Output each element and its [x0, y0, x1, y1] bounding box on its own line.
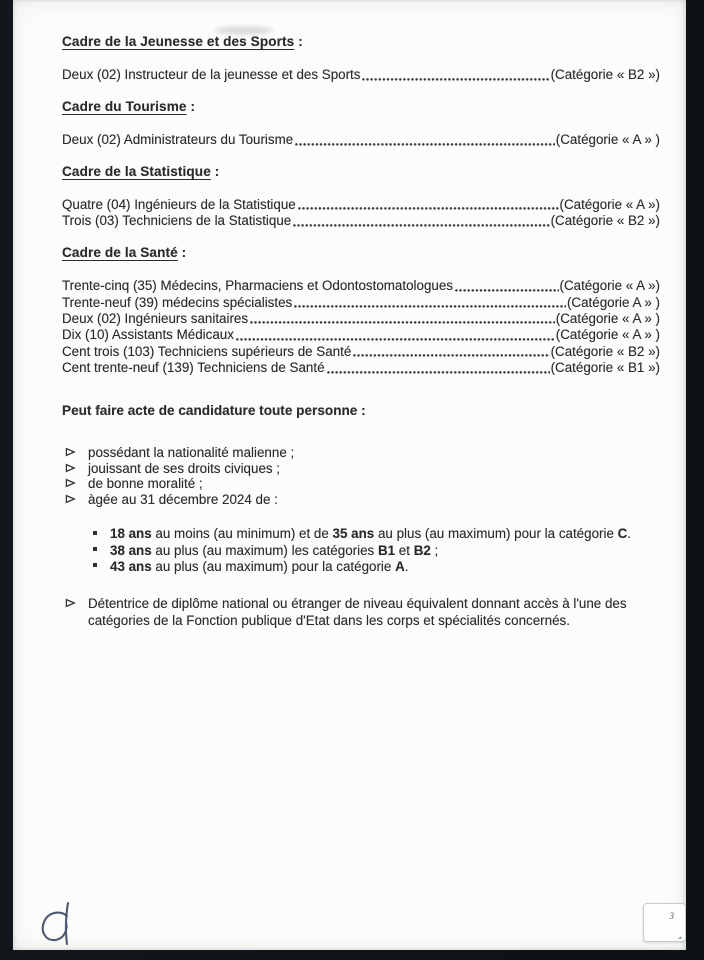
allocation-category: (Catégorie « A »)	[559, 278, 660, 294]
allocation-category: (Catégorie « A » )	[555, 311, 660, 327]
cadre-section	[62, 164, 660, 230]
age-rule-segment: B1	[377, 542, 396, 558]
condition-item	[65, 492, 660, 508]
age-rule-segment: ;	[430, 542, 439, 558]
dotted-leader	[362, 78, 549, 81]
allocation-label: Deux (02) Ingénieurs sanitaires	[62, 311, 249, 327]
allocation-label: Quatre (04) Ingénieurs de la Statistique	[62, 197, 296, 213]
allocation-label: Deux (02) Administrateurs du Tourisme	[62, 132, 294, 148]
allocation-label: Cent trois (103) Techniciens supérieurs de Santé	[62, 343, 352, 359]
age-rule-segment: .	[627, 526, 632, 542]
square-bullet-icon	[93, 547, 97, 551]
dotted-leader	[353, 354, 549, 357]
age-rule-segment: au moins (au minimum) et de	[151, 526, 333, 542]
cadre-section	[62, 245, 660, 377]
age-rule-segment: A	[395, 558, 405, 574]
section-heading-colon: :	[210, 163, 220, 179]
section-entries	[62, 197, 660, 230]
allocation-category: (Catégorie A » )	[566, 294, 660, 310]
arrow-bullet-icon	[65, 447, 76, 457]
section-entries	[62, 132, 660, 148]
age-rule-segment: 35 ans	[332, 526, 375, 542]
dotted-leader	[298, 207, 559, 210]
age-rule-item	[93, 543, 660, 559]
section-heading-colon: :	[186, 98, 196, 114]
arrow-bullet-icon	[65, 478, 76, 488]
age-rule-segment: et	[395, 542, 414, 558]
section-heading	[62, 164, 660, 180]
section-heading-colon: :	[294, 34, 303, 49]
age-rule-segment: au plus (au maximum) pour la catégorie	[374, 526, 618, 542]
arrow-bullet-icon	[65, 598, 76, 608]
dog-ear-fold-icon	[671, 927, 683, 939]
final-condition-text: Détentrice de diplôme national ou étranger de niveau équivalent donnant accès à l'une des catégories de la Fonction publique d'Etat dans les corps et spécialités concernés.	[88, 596, 627, 628]
allocation-category: (Catégorie « A » )	[555, 132, 660, 148]
allocation-category: (Catégorie « B2 »)	[550, 67, 660, 83]
allocation-category: (Catégorie « B2 »)	[550, 213, 660, 229]
section-heading	[62, 99, 660, 115]
square-bullet-icon	[93, 563, 97, 567]
age-rule-segment: 43 ans	[110, 558, 152, 574]
age-rule-list	[93, 526, 660, 575]
age-rule-text	[110, 526, 631, 542]
dotted-leader	[236, 338, 555, 341]
cadre-sections	[62, 34, 660, 377]
age-rule-segment: .	[404, 558, 409, 574]
allocation-label: Trois (03) Techniciens de la Statistique	[62, 213, 292, 229]
dotted-leader	[250, 321, 555, 324]
age-rule-segment: C	[617, 526, 628, 542]
age-rule-segment: au plus (au maximum) les catégories	[151, 542, 378, 558]
allocation-row	[62, 213, 660, 229]
section-entries	[62, 67, 660, 83]
dotted-leader	[455, 289, 558, 292]
document-page	[13, 0, 686, 950]
dotted-leader	[293, 224, 549, 227]
page-content	[62, 34, 660, 630]
candidature-heading: Peut faire acte de candidature toute personne :	[62, 402, 366, 418]
condition-item	[65, 476, 660, 492]
final-condition-item	[65, 596, 660, 630]
dotted-leader	[295, 143, 555, 146]
dotted-leader	[327, 371, 550, 374]
handwritten-ink-mark	[30, 900, 90, 952]
allocation-row	[62, 295, 660, 311]
section-heading-text: Cadre de la Statistique	[62, 163, 211, 179]
allocation-row	[62, 311, 660, 327]
arrow-bullet-icon	[65, 494, 76, 504]
allocation-row	[62, 132, 660, 148]
allocation-row	[62, 344, 660, 360]
section-heading-text: Cadre du Tourisme	[62, 98, 187, 114]
age-rule-segment: 18 ans	[110, 526, 152, 542]
allocation-row	[62, 360, 660, 376]
age-rule-item	[93, 559, 660, 575]
age-rule-text	[110, 559, 408, 575]
allocation-category: (Catégorie « B2 »)	[550, 343, 660, 359]
square-bullet-icon	[93, 531, 97, 535]
condition-list	[65, 445, 660, 507]
allocation-row	[62, 197, 660, 213]
condition-text: de bonne moralité ;	[88, 476, 203, 492]
condition-text: àgée au 31 décembre 2024 de :	[88, 491, 278, 507]
section-heading-colon: :	[177, 244, 187, 260]
section-heading	[62, 34, 660, 50]
section-heading	[62, 245, 660, 261]
allocation-label: Cent trente-neuf (139) Techniciens de Santé	[62, 360, 325, 376]
age-rule-text	[110, 543, 438, 559]
age-rule-segment: au plus (au maximum) pour la catégorie	[151, 558, 396, 574]
arrow-bullet-icon	[65, 463, 76, 473]
allocation-label: Trente-neuf (39) médecins spécialistes	[62, 294, 293, 310]
section-heading-text: Cadre de la Santé	[62, 244, 178, 260]
allocation-label: Deux (02) Instructeur de la jeunesse et des Sports	[62, 67, 361, 83]
allocation-category: (Catégorie « A »)	[559, 197, 660, 213]
allocation-row	[62, 327, 660, 343]
section-entries	[62, 278, 660, 376]
allocation-row	[62, 67, 660, 83]
age-rule-segment: 38 ans	[110, 542, 152, 558]
allocation-category: (Catégorie « B1 »)	[550, 360, 660, 376]
condition-text: possédant la nationalité malienne ;	[88, 445, 295, 461]
age-rule-item	[93, 526, 660, 542]
allocation-label: Dix (10) Assistants Médicaux	[62, 327, 234, 343]
condition-text: jouissant de ses droits civiques ;	[88, 460, 281, 476]
dotted-leader	[294, 305, 566, 308]
allocation-category: (Catégorie « A » )	[555, 327, 660, 343]
allocation-row	[62, 278, 660, 294]
age-rule-segment: B2	[413, 542, 431, 558]
condition-item	[65, 461, 660, 477]
condition-item	[65, 445, 660, 461]
allocation-label: Trente-cinq (35) Médecins, Pharmaciens et Odontostomatologues	[62, 278, 454, 294]
cadre-section	[62, 99, 660, 149]
section-heading-text: Cadre de la Jeunesse et des Sports	[62, 34, 295, 49]
page-number-box	[643, 903, 686, 942]
page-number: 3	[669, 911, 674, 921]
cadre-section	[62, 34, 660, 84]
